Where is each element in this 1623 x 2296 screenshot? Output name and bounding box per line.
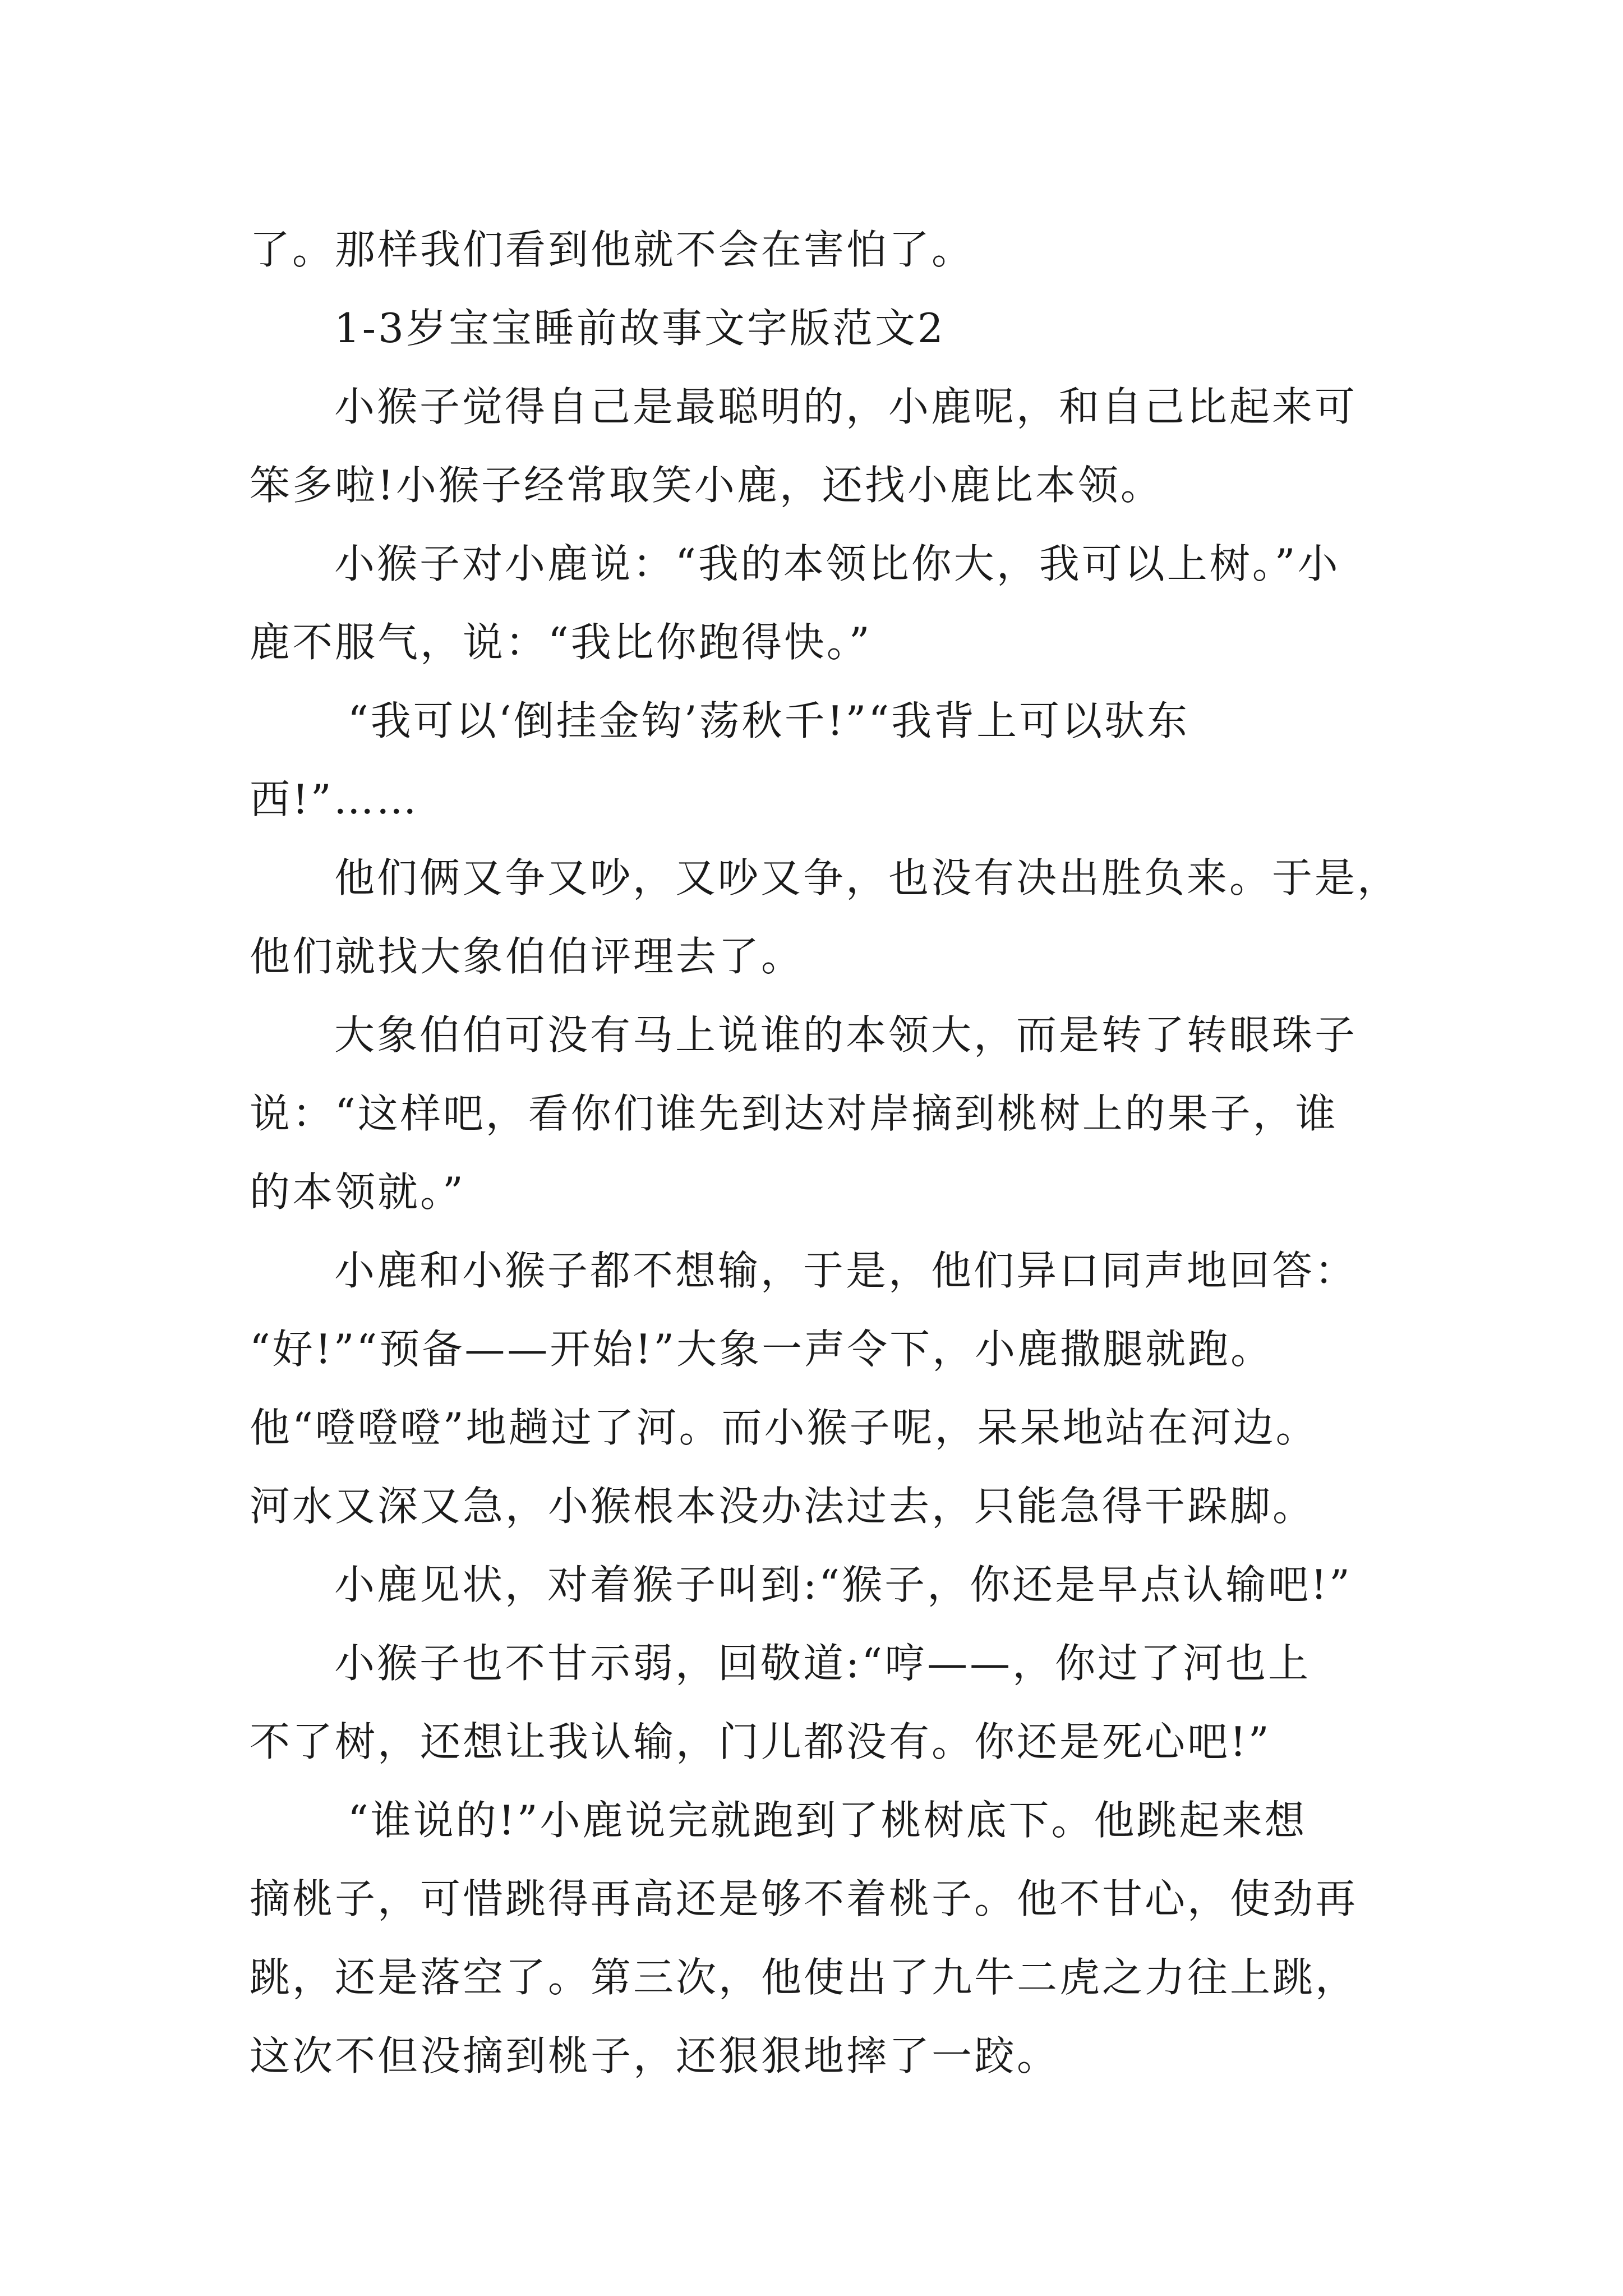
text-line: 西!”…… (250, 776, 419, 823)
section-heading: 1-3岁宝宝睡前故事文字版范文2 (334, 305, 946, 352)
text-line: 不了树，还想让我认输，门儿都没有。你还是死心吧!” (250, 1718, 1271, 1765)
text-line: “好!”“预备——开始!”大象一声令下，小鹿撒腿就跑。 (250, 1326, 1274, 1373)
text-line: 小猴子觉得自己是最聪明的，小鹿呢，和自己比起来可 (334, 383, 1358, 430)
text-line: 跳，还是落空了。第三次，他使出了九牛二虎之力往上跳， (250, 1954, 1358, 2001)
text-line: 小猴子对小鹿说：“我的本领比你大，我可以上树。”小 (334, 540, 1340, 587)
text-line: 笨多啦!小猴子经常取笑小鹿，还找小鹿比本领。 (250, 462, 1163, 509)
text-line: 河水又深又急，小猴根本没办法过去，只能急得干跺脚。 (250, 1483, 1316, 1530)
text-line: 鹿不服气，说：“我比你跑得快。” (250, 619, 872, 666)
text-line: 他们就找大象伯伯评理去了。 (250, 933, 804, 980)
text-line: 小猴子也不甘示弱，回敬道:“哼——，你过了河也上 (334, 1640, 1311, 1687)
text-line: “我可以‘倒挂金钩’荡秋千!”“我背上可以驮东 (348, 697, 1190, 744)
text-line: 了。那样我们看到他就不会在害怕了。 (250, 226, 975, 273)
text-line: 他们俩又争又吵，又吵又争，也没有决出胜负来。于是， (334, 854, 1400, 901)
text-line: 这次不但没摘到桃子，还狠狠地摔了一跤。 (250, 2032, 1060, 2079)
text-line: 说：“这样吧，看你们谁先到达对岸摘到桃树上的果子，谁 (250, 1090, 1338, 1137)
text-line: 大象伯伯可没有马上说谁的本领大，而是转了转眼珠子 (334, 1011, 1358, 1059)
text-line: “谁说的!”小鹿说完就跑到了桃树底下。他跳起来想 (348, 1797, 1307, 1844)
text-line: 小鹿见状，对着猴子叫到:“猴子，你还是早点认输吧!” (334, 1561, 1352, 1608)
text-line: 他“噔噔噔”地趟过了河。而小猴子呢，呆呆地站在河边。 (250, 1404, 1318, 1451)
text-line: 的本领就。” (250, 1168, 465, 1216)
text-line: 摘桃子，可惜跳得再高还是够不着桃子。他不甘心，使劲再 (250, 1875, 1358, 1922)
text-line: 小鹿和小猴子都不想输，于是，他们异口同声地回答： (334, 1247, 1358, 1294)
